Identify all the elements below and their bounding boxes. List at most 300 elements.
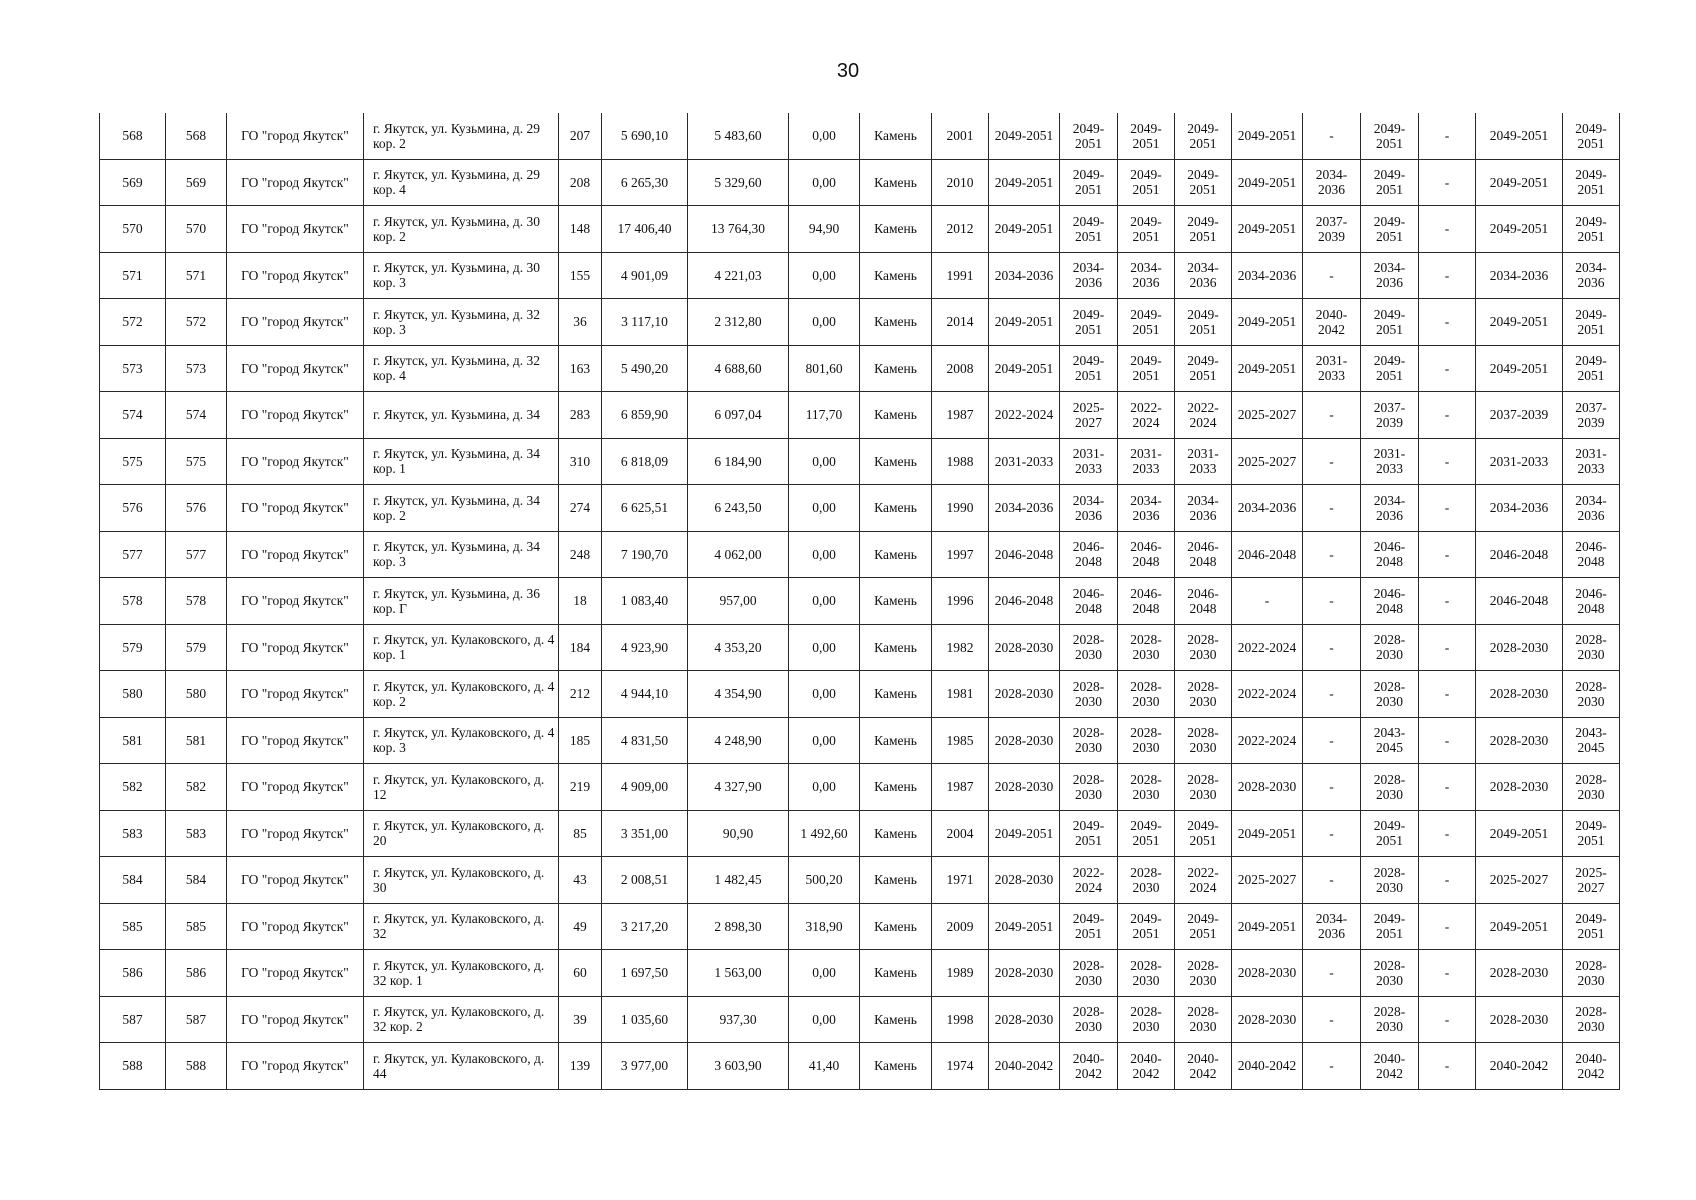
table-cell: 2028-2030 [1118, 950, 1175, 997]
table-cell: - [1419, 578, 1476, 625]
table-cell: 2028-2030 [1060, 950, 1118, 997]
table-cell: 2028-2030 [1361, 624, 1419, 671]
table-cell: 43 [559, 857, 602, 904]
table-cell: - [1419, 903, 1476, 950]
table-cell: 2031-2033 [1175, 438, 1232, 485]
table-cell: 2049-2051 [1361, 810, 1419, 857]
table-cell: 2008 [932, 345, 989, 392]
table-cell: 4 248,90 [688, 717, 789, 764]
table-cell: 0,00 [789, 578, 860, 625]
table-cell: ГО "город Якутск" [227, 671, 364, 718]
table-cell: Камень [860, 671, 932, 718]
table-cell: 2034-2036 [1060, 252, 1118, 299]
table-cell: 2031-2033 [1118, 438, 1175, 485]
table-cell: 2049-2051 [1118, 113, 1175, 159]
table-cell: г. Якутск, ул. Кулаковского, д. 30 [364, 857, 559, 904]
table-cell: Камень [860, 717, 932, 764]
table-cell: 581 [100, 717, 166, 764]
table-cell: 2028-2030 [1563, 996, 1620, 1043]
table-cell: 2049-2051 [1563, 113, 1620, 159]
table-cell: - [1419, 624, 1476, 671]
table-cell: 0,00 [789, 950, 860, 997]
table-row [100, 1043, 1620, 1090]
table-cell: 2046-2048 [1563, 531, 1620, 578]
table-cell: 2022-2024 [1232, 624, 1303, 671]
table-cell: 2025-2027 [1232, 392, 1303, 439]
table-cell: 2028-2030 [1232, 764, 1303, 811]
table-cell: 6 859,90 [602, 392, 688, 439]
table-cell: 2034-2036 [1175, 252, 1232, 299]
table-cell: 584 [166, 857, 227, 904]
table-cell: 2028-2030 [1361, 764, 1419, 811]
table-cell: ГО "город Якутск" [227, 578, 364, 625]
table-cell: - [1419, 531, 1476, 578]
table-cell: 568 [166, 113, 227, 159]
table-cell: 2022-2024 [989, 392, 1060, 439]
table-cell: 937,30 [688, 996, 789, 1043]
table-cell: ГО "город Якутск" [227, 252, 364, 299]
table-cell: 2040-2042 [1303, 299, 1361, 346]
table-cell: 2046-2048 [1361, 531, 1419, 578]
table-cell: 2034-2036 [1361, 252, 1419, 299]
table-cell: - [1419, 438, 1476, 485]
table-cell: 2046-2048 [1563, 578, 1620, 625]
table-cell: 6 818,09 [602, 438, 688, 485]
table-cell: 212 [559, 671, 602, 718]
table-cell: 2022-2024 [1175, 857, 1232, 904]
table-cell: г. Якутск, ул. Кузьмина, д. 29 кор. 4 [364, 159, 559, 206]
table-cell: 94,90 [789, 206, 860, 253]
table-cell: 2034-2036 [1232, 485, 1303, 532]
table-cell: 5 690,10 [602, 113, 688, 159]
table-cell: ГО "город Якутск" [227, 206, 364, 253]
table-cell: 148 [559, 206, 602, 253]
table-row [100, 438, 1620, 485]
table-cell: 4 327,90 [688, 764, 789, 811]
table-cell: 570 [100, 206, 166, 253]
table-cell: - [1419, 764, 1476, 811]
table-cell: г. Якутск, ул. Кулаковского, д. 4 кор. 1 [364, 624, 559, 671]
table-cell: 2012 [932, 206, 989, 253]
table-cell: 2049-2051 [989, 903, 1060, 950]
table-cell: ГО "город Якутск" [227, 717, 364, 764]
table-cell: 2028-2030 [989, 717, 1060, 764]
table-cell: 6 184,90 [688, 438, 789, 485]
table-cell: г. Якутск, ул. Кузьмина, д. 34 кор. 1 [364, 438, 559, 485]
table-cell: 1982 [932, 624, 989, 671]
table-cell: 85 [559, 810, 602, 857]
table-cell: 5 329,60 [688, 159, 789, 206]
table-cell: 2046-2048 [1232, 531, 1303, 578]
table-cell: 0,00 [789, 438, 860, 485]
table-cell: 17 406,40 [602, 206, 688, 253]
table-cell: 2049-2051 [1118, 159, 1175, 206]
table-row [100, 531, 1620, 578]
table-cell: ГО "город Якутск" [227, 392, 364, 439]
table-cell: 579 [166, 624, 227, 671]
table-cell: 573 [100, 345, 166, 392]
table-cell: - [1232, 578, 1303, 625]
table-cell: 2025-2027 [1060, 392, 1118, 439]
table-cell: 2049-2051 [1361, 299, 1419, 346]
table-row [100, 206, 1620, 253]
table-cell: Камень [860, 159, 932, 206]
table-cell: - [1303, 810, 1361, 857]
table-cell: 2046-2048 [1361, 578, 1419, 625]
table-cell: 2028-2030 [1175, 624, 1232, 671]
table-cell: ГО "город Якутск" [227, 624, 364, 671]
table-cell: 571 [100, 252, 166, 299]
table-cell: 573 [166, 345, 227, 392]
table-cell: 2049-2051 [1563, 206, 1620, 253]
table-cell: 2 898,30 [688, 903, 789, 950]
table-cell: 2049-2051 [1175, 206, 1232, 253]
table-cell: - [1419, 159, 1476, 206]
table-cell: 3 977,00 [602, 1043, 688, 1090]
table-cell: 2028-2030 [1361, 857, 1419, 904]
table-cell: 2049-2051 [1361, 113, 1419, 159]
table-cell: 4 923,90 [602, 624, 688, 671]
table-cell: 569 [100, 159, 166, 206]
table-cell: 2028-2030 [1060, 717, 1118, 764]
table-cell: - [1419, 996, 1476, 1043]
table-cell: - [1419, 671, 1476, 718]
table-row [100, 857, 1620, 904]
table-cell: 2049-2051 [1476, 903, 1563, 950]
table-cell: 585 [100, 903, 166, 950]
table-cell: 576 [166, 485, 227, 532]
table-cell: Камень [860, 531, 932, 578]
table-row [100, 578, 1620, 625]
table-cell: - [1419, 113, 1476, 159]
table-cell: 2028-2030 [1361, 671, 1419, 718]
table-cell: 2049-2051 [1476, 345, 1563, 392]
table-cell: 572 [166, 299, 227, 346]
table-cell: 2049-2051 [1232, 159, 1303, 206]
table-cell: 0,00 [789, 671, 860, 718]
table-cell: 2022-2024 [1060, 857, 1118, 904]
table-cell: 2037-2039 [1361, 392, 1419, 439]
table-row [100, 996, 1620, 1043]
table-cell: Камень [860, 857, 932, 904]
table-cell: Камень [860, 810, 932, 857]
table-cell: 569 [166, 159, 227, 206]
table-cell: 2037-2039 [1303, 206, 1361, 253]
table-cell: 2049-2051 [989, 810, 1060, 857]
table-cell: - [1419, 950, 1476, 997]
table-cell: 2049-2051 [1232, 206, 1303, 253]
table-cell: 0,00 [789, 764, 860, 811]
table-cell: 2034-2036 [1175, 485, 1232, 532]
table-cell: - [1419, 206, 1476, 253]
table-cell: 587 [166, 996, 227, 1043]
table-cell: 2025-2027 [1476, 857, 1563, 904]
table-cell: 2034-2036 [1060, 485, 1118, 532]
table-cell: 2049-2051 [1563, 345, 1620, 392]
table-cell: 1 492,60 [789, 810, 860, 857]
table-cell: 2049-2051 [1476, 299, 1563, 346]
table-cell: 2040-2042 [1232, 1043, 1303, 1090]
table-cell: 2028-2030 [989, 950, 1060, 997]
table-cell: Камень [860, 996, 932, 1043]
table-cell: 185 [559, 717, 602, 764]
table-cell: 2004 [932, 810, 989, 857]
table-cell: 2049-2051 [1361, 903, 1419, 950]
table-cell: 2040-2042 [989, 1043, 1060, 1090]
table-cell: 2049-2051 [989, 206, 1060, 253]
table-cell: 571 [166, 252, 227, 299]
table-cell: - [1419, 299, 1476, 346]
table-cell: 2049-2051 [989, 159, 1060, 206]
table-cell: 2046-2048 [1476, 531, 1563, 578]
table-cell: - [1303, 578, 1361, 625]
table-row [100, 950, 1620, 997]
table-cell: 2049-2051 [1118, 299, 1175, 346]
table-cell: 2049-2051 [1476, 113, 1563, 159]
table-cell: 3 117,10 [602, 299, 688, 346]
table-cell: 2049-2051 [989, 113, 1060, 159]
table-cell: Камень [860, 299, 932, 346]
table-cell: 4 944,10 [602, 671, 688, 718]
table-row [100, 764, 1620, 811]
table-cell: 2049-2051 [1060, 113, 1118, 159]
table-cell: 2049-2051 [1563, 903, 1620, 950]
table-cell: 4 831,50 [602, 717, 688, 764]
table-cell: 2046-2048 [989, 578, 1060, 625]
table-cell: г. Якутск, ул. Кулаковского, д. 32 [364, 903, 559, 950]
table-cell: г. Якутск, ул. Кулаковского, д. 12 [364, 764, 559, 811]
table-cell: 2049-2051 [1361, 345, 1419, 392]
table-cell: 577 [166, 531, 227, 578]
table-cell: 584 [100, 857, 166, 904]
table-cell: 2028-2030 [1118, 671, 1175, 718]
table-cell: - [1303, 531, 1361, 578]
table-cell: 2040-2042 [1118, 1043, 1175, 1090]
table-cell: 2049-2051 [1118, 345, 1175, 392]
table-cell: 6 265,30 [602, 159, 688, 206]
table-cell: ГО "город Якутск" [227, 857, 364, 904]
table-cell: 572 [100, 299, 166, 346]
table-cell: 6 625,51 [602, 485, 688, 532]
table-cell: 219 [559, 764, 602, 811]
page-number: 30 [836, 60, 860, 82]
table-cell: 2034-2036 [1563, 252, 1620, 299]
table-cell: 2028-2030 [1563, 764, 1620, 811]
table-cell: ГО "город Якутск" [227, 1043, 364, 1090]
table-cell: 2028-2030 [989, 996, 1060, 1043]
table-cell: Камень [860, 113, 932, 159]
table-cell: 36 [559, 299, 602, 346]
table-cell: 0,00 [789, 717, 860, 764]
table-cell: 2028-2030 [1060, 671, 1118, 718]
table-cell: - [1303, 857, 1361, 904]
table-row [100, 903, 1620, 950]
table-cell: 1990 [932, 485, 989, 532]
table-cell: - [1419, 485, 1476, 532]
table-cell: 2028-2030 [1232, 996, 1303, 1043]
table-cell: ГО "город Якутск" [227, 299, 364, 346]
table-cell: - [1419, 392, 1476, 439]
table-cell: 2028-2030 [1175, 764, 1232, 811]
table-cell: 0,00 [789, 299, 860, 346]
table-cell: 1987 [932, 764, 989, 811]
table-cell: 248 [559, 531, 602, 578]
table-cell: 2028-2030 [1118, 624, 1175, 671]
table-cell: 587 [100, 996, 166, 1043]
table-cell: 2028-2030 [1118, 996, 1175, 1043]
table-cell: 2049-2051 [1232, 299, 1303, 346]
table-cell: 588 [166, 1043, 227, 1090]
table-cell: 2031-2033 [1361, 438, 1419, 485]
table-cell: 586 [166, 950, 227, 997]
table-cell: 2043-2045 [1361, 717, 1419, 764]
table-cell: 585 [166, 903, 227, 950]
table-cell: 2028-2030 [1118, 857, 1175, 904]
table-cell: 2031-2033 [1563, 438, 1620, 485]
table-cell: 2049-2051 [1060, 299, 1118, 346]
table-cell: 583 [100, 810, 166, 857]
table-cell: 2028-2030 [1060, 764, 1118, 811]
table-cell: 139 [559, 1043, 602, 1090]
table-cell: 2049-2051 [1563, 299, 1620, 346]
table-cell: 2031-2033 [1060, 438, 1118, 485]
table-cell: г. Якутск, ул. Кулаковского, д. 4 кор. 3 [364, 717, 559, 764]
table-cell: 3 217,20 [602, 903, 688, 950]
table-cell: 2046-2048 [989, 531, 1060, 578]
table-cell: ГО "город Якутск" [227, 810, 364, 857]
table-cell: 2031-2033 [1303, 345, 1361, 392]
table-cell: ГО "город Якутск" [227, 996, 364, 1043]
table-cell: 2049-2051 [989, 345, 1060, 392]
table-cell: 2046-2048 [1118, 531, 1175, 578]
table-cell: 2040-2042 [1175, 1043, 1232, 1090]
table-cell: 2043-2045 [1563, 717, 1620, 764]
table-cell: 578 [166, 578, 227, 625]
table-cell: г. Якутск, ул. Кузьмина, д. 29 кор. 2 [364, 113, 559, 159]
table-cell: Камень [860, 950, 932, 997]
table-cell: 2046-2048 [1175, 531, 1232, 578]
table-cell: ГО "город Якутск" [227, 485, 364, 532]
table-cell: 1987 [932, 392, 989, 439]
table-cell: г. Якутск, ул. Кузьмина, д. 32 кор. 4 [364, 345, 559, 392]
table-cell: 2049-2051 [1060, 345, 1118, 392]
table-cell: 3 603,90 [688, 1043, 789, 1090]
table-cell: 1974 [932, 1043, 989, 1090]
table-cell: 2049-2051 [1060, 206, 1118, 253]
table-cell: 577 [100, 531, 166, 578]
table-cell: г. Якутск, ул. Кузьмина, д. 30 кор. 2 [364, 206, 559, 253]
table-cell: - [1419, 345, 1476, 392]
table-cell: Камень [860, 345, 932, 392]
table-row [100, 392, 1620, 439]
table-cell: - [1303, 717, 1361, 764]
housing-table [99, 113, 1620, 1090]
table-cell: ГО "город Якутск" [227, 113, 364, 159]
table-cell: ГО "город Якутск" [227, 531, 364, 578]
table-cell: 575 [100, 438, 166, 485]
table-cell: 2046-2048 [1060, 578, 1118, 625]
table-cell: 1997 [932, 531, 989, 578]
table-cell: 2028-2030 [989, 764, 1060, 811]
table-cell: 1989 [932, 950, 989, 997]
table-cell: 2046-2048 [1476, 578, 1563, 625]
table-cell: 1 697,50 [602, 950, 688, 997]
table-cell: г. Якутск, ул. Кулаковского, д. 32 кор. 2 [364, 996, 559, 1043]
table-cell: 2040-2042 [1060, 1043, 1118, 1090]
table-cell: 2014 [932, 299, 989, 346]
table-cell: 2049-2051 [1232, 113, 1303, 159]
table-cell: 18 [559, 578, 602, 625]
table-cell: 1 563,00 [688, 950, 789, 997]
table-cell: 2049-2051 [1476, 810, 1563, 857]
table-cell: 578 [100, 578, 166, 625]
table-cell: 2028-2030 [1563, 950, 1620, 997]
table-row [100, 810, 1620, 857]
table-cell: 5 483,60 [688, 113, 789, 159]
table-cell: 2049-2051 [1118, 903, 1175, 950]
table-cell: 1971 [932, 857, 989, 904]
table-cell: - [1419, 810, 1476, 857]
table-cell: 2049-2051 [1175, 810, 1232, 857]
table-cell: 579 [100, 624, 166, 671]
table-cell: 2034-2036 [1476, 485, 1563, 532]
table-cell: г. Якутск, ул. Кузьмина, д. 34 кор. 3 [364, 531, 559, 578]
table-cell: 2049-2051 [1563, 159, 1620, 206]
table-cell: 184 [559, 624, 602, 671]
table-cell: 2028-2030 [1175, 671, 1232, 718]
table-cell: 1 035,60 [602, 996, 688, 1043]
table-cell: 2046-2048 [1118, 578, 1175, 625]
table-row [100, 113, 1620, 159]
table-cell: 801,60 [789, 345, 860, 392]
table-cell: 2028-2030 [989, 671, 1060, 718]
table-cell: 2034-2036 [1118, 252, 1175, 299]
table-cell: 155 [559, 252, 602, 299]
table-cell: 2040-2042 [1476, 1043, 1563, 1090]
table-cell: 6 243,50 [688, 485, 789, 532]
table-cell: 2049-2051 [1060, 159, 1118, 206]
table-cell: Камень [860, 206, 932, 253]
table-cell: - [1303, 438, 1361, 485]
table-cell: 0,00 [789, 531, 860, 578]
table-cell: 2001 [932, 113, 989, 159]
table-cell: 2028-2030 [1476, 996, 1563, 1043]
table-cell: 7 190,70 [602, 531, 688, 578]
table-cell: 4 354,90 [688, 671, 789, 718]
table-cell: ГО "город Якутск" [227, 159, 364, 206]
table-cell: 580 [100, 671, 166, 718]
table-cell: 2025-2027 [1563, 857, 1620, 904]
table-cell: - [1303, 671, 1361, 718]
table-cell: 2049-2051 [1232, 810, 1303, 857]
table-cell: ГО "город Якутск" [227, 764, 364, 811]
table-cell: 2009 [932, 903, 989, 950]
table-cell: 568 [100, 113, 166, 159]
table-cell: 13 764,30 [688, 206, 789, 253]
table-cell: 2046-2048 [1060, 531, 1118, 578]
table-cell: 163 [559, 345, 602, 392]
table-cell: 2028-2030 [1476, 764, 1563, 811]
table-cell: г. Якутск, ул. Кулаковского, д. 32 кор. 1 [364, 950, 559, 997]
table-cell: Камень [860, 1043, 932, 1090]
table-cell: 586 [100, 950, 166, 997]
table-cell: 1985 [932, 717, 989, 764]
table-cell: 41,40 [789, 1043, 860, 1090]
table-cell: 60 [559, 950, 602, 997]
table-cell: - [1303, 252, 1361, 299]
table-cell: 575 [166, 438, 227, 485]
table-cell: 1991 [932, 252, 989, 299]
